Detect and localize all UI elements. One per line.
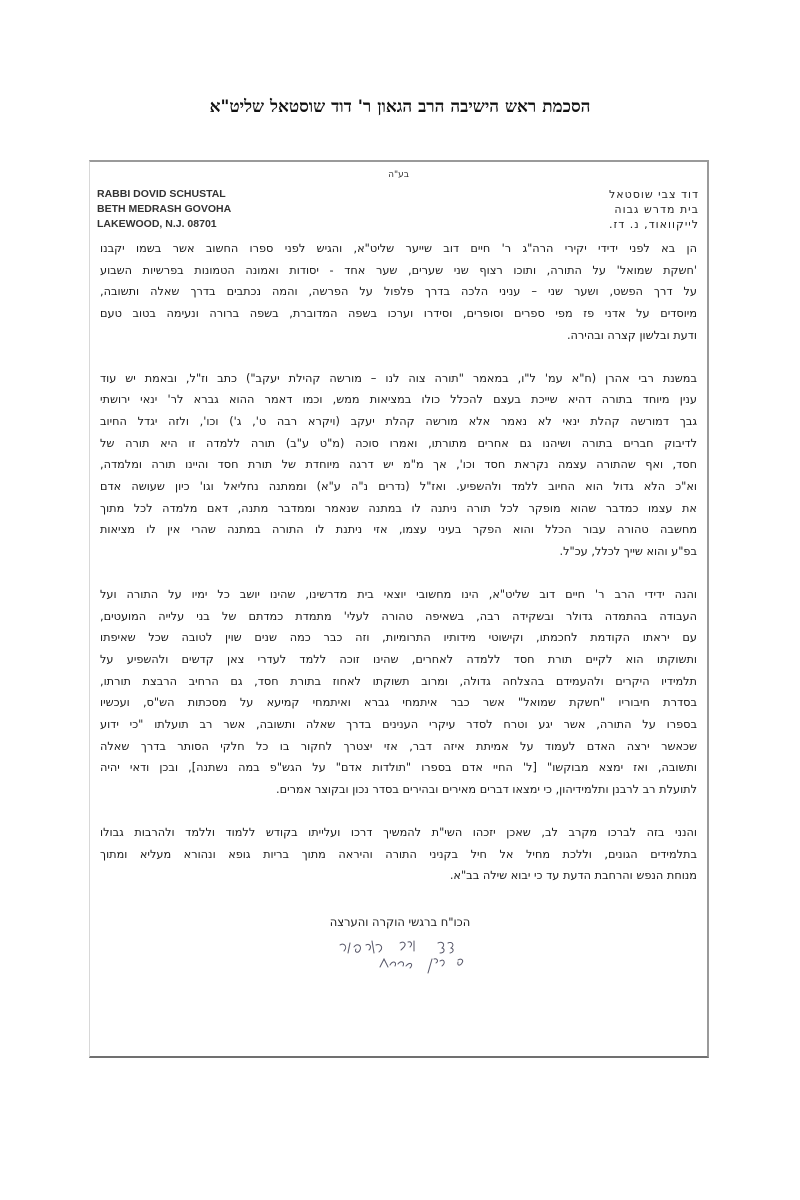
paragraph-line: והנני בזה לברכו מקרב לב, שאכן יזכהו השי"ת להמשיך דרכו ועלייתו בקודש ללמוד וללמד ולהרבות גבולו <box>100 825 697 839</box>
paragraph-line: גבך דמורשה קהלת ינאי לא נאמר אלא מורשה קהלת יעקב (ויקרא רבה ט', ג') וכו', ולזה יגדל החיוב <box>100 414 697 428</box>
bh-header: בע"ה <box>388 170 409 180</box>
paragraph-line: והנה ידידי הרב ר' חיים דוב שליט"א, הינו מחשובי יוצאי בית מדרשינו, שהינו יושב כל ימיו על התורה ועל <box>100 587 697 601</box>
paragraph-line: בסדרת חיבוריו "חשקת שמואל" אשר כבר איתמחי גברא ואיתמחי קמיעא על מסכתות הש"ס, ועכשיו <box>100 696 697 710</box>
paragraph-line: לדיבוק חברים בתורה ושיהנו גם אחרים מתורתו, ואמרו סוכה (מ"ט ע"ב) תורה ללמדה זו היא תורה של <box>100 436 697 450</box>
signature-stroke <box>340 941 382 953</box>
letterhead-hebrew-line: לייקוואוד, נ. דז. <box>608 218 699 231</box>
paragraph-line: תלמידיו היקרים ולהעמידם בהצלחה גדולה, ומרוב תשוקתו לאחוז בתורת חסד, גם הרחיב הרבצת תורתו, <box>100 674 697 688</box>
letter-paragraph <box>100 238 697 347</box>
page-title: הסכמת ראש הישיבה הרב הגאון ר' דוד שוסטאל שליט"א <box>209 97 591 117</box>
paragraph-line: בתלמידים הגונים, וללכת מחיל אל חיל בקניני התורה והיראה מתוך בריות גופא ונהורא מעליא ומתוך <box>100 847 697 861</box>
letterhead-english-line: BETH MEDRASH GOVOHA <box>97 203 232 215</box>
paragraph-line: ותשוקתו הוא לקיים תורת חסד ללמדה לאחרים, שהינו זוכה ללמד לעדרי צאן קדשים ולהשפיע על <box>100 652 697 666</box>
handwritten-signature <box>320 937 540 979</box>
paragraph-line: מיוסדים על אדני פז מפי ספרים וסופרים, וסידרו וערכו בשפה המדוברת, בשפה ברורה ונעימה בטוב טעם <box>100 307 697 321</box>
signature-stroke <box>458 959 463 965</box>
letterhead-english-line: RABBI DOVID SCHUSTAL <box>97 188 226 200</box>
paragraph-line: בפ"ע והוא שייך לכלל, עכ"ל. <box>559 545 697 559</box>
paragraph-line: וא"כ הלא גדול הוא החיוב ללמד ולהשפיע. ואז"ל (נדרים נ"ה ע"א) וממתנה נחליאל וגו' כיון שעושה אדם <box>100 480 697 494</box>
paragraph-line: 'חשקת שמואל' על התורה, ותוכו רצוף שני שערים, שער אחד - יסודות ואמונה הטמונות בפרשיות השבוע <box>100 263 697 277</box>
paragraph-line: במשנת רבי אהרן (ח"א עמ' ל"ו, במאמר "תורה צוה לנו – מורשה קהילת יעקב") כתב וז"ל, ובאמת יש עוד <box>100 371 697 385</box>
paragraph-line: ענין מיוחד בתורה דהיא שייכת בעצם להכלל כולו במציאות ממש, וכמו דאמר ההוא גברא לר' ינאי ירושתי <box>100 393 697 407</box>
letterhead-english-line: LAKEWOOD, N.J. 08701 <box>97 218 217 230</box>
letterhead-hebrew-line: דוד צבי שוסטאל <box>608 188 699 201</box>
paragraph-line: שכאשר ירצה האדם לעמוד על אמיתת איזה דבר, אזי יצטרך לחקור בו כל חלקי הסותר בדרך שאלה <box>100 739 697 753</box>
paragraph-line: לתועלת רב לרבנן ותלמידיהון, כי ימצאו דברים מאירים ובהירים בסדר נכון ובקוצר אמרים. <box>276 783 697 797</box>
letter-paragraph <box>100 584 697 801</box>
paragraph-line: חסד, ואף שהתורה עצמה נקראת חסד וכו', אך מ"מ יש דרגה מיוחדת של תורת חסד והיינו תורה ומלמדה, <box>100 458 697 472</box>
signature-stroke <box>428 959 444 973</box>
paragraph-line: את עצמו כמדבר שהוא מופקר לכל תורה ניתנה לו במתנה שנאמר וממדבר מתנה, דאם מלמדה לכל מתוך <box>100 501 697 515</box>
letter-paragraph <box>100 822 697 887</box>
signature-stroke <box>400 941 414 951</box>
letterhead-english <box>97 187 231 232</box>
letterhead-hebrew-line: בית מדרש גבוה <box>614 203 699 216</box>
closing-line: הכו"ח ברגשי הוקרה והערצה <box>329 915 471 929</box>
paragraph-line: בספרו על התורה, אשר יגע וטרח לסדר עיקרי הענינים בדרך שאלה ותשובה, אשר רב תועלתו "כי ידוע <box>100 718 697 732</box>
paragraph-line: הן בא לפני ידידי יקירי הרה"ג ר' חיים דוב שייער שליט"א, והגיש לפני ספרו החשוב אשר בשמו יקבנו <box>100 242 697 255</box>
letterhead-hebrew <box>609 187 699 232</box>
letter-body <box>100 238 697 908</box>
paragraph-line: על דרך הפשט, ושער שני – עניני הלכה בדרך פלפול על הפרשה, והמה נכתבים בדרך שאלה ותשובה, <box>100 285 697 299</box>
paragraph-line: מנוחת הנפש והרחבת הדעת עד כי יבוא שילה בב"א. <box>449 869 697 883</box>
signature-stroke <box>438 942 453 953</box>
letter-paragraph <box>100 368 697 563</box>
paragraph-line: העבודה בהתמדה גדולר ובשקידה רבה, בשאיפה טהורה לעלי' מתמדת כמדתם של בני עלייה המועטים, <box>100 609 697 623</box>
paragraph-line: ותשובה, ואז ימצא מבוקשו" [ל' החיי אדם בספרו "תולדות אדם" על הגש"פ במה נשתנה], ובכן ודאי יהיה <box>100 761 697 775</box>
signature-stroke <box>380 959 412 968</box>
paragraph-line: ודעת ובלשון קצרה ובהירה. <box>566 328 697 342</box>
paragraph-line: מחשבה טהורה עבור הכלל והוא הפקר בעיני עצמו, אזי ניתנת לו התורה במתנה שהרי אין לו מציאות <box>100 523 697 537</box>
paragraph-line: עם יראתו הקודמת לחכמתו, וקישוטי מידותיו התרומיות, וזה כבר כמה שנים שוין לטובה שכל שאיפתו <box>100 631 697 645</box>
